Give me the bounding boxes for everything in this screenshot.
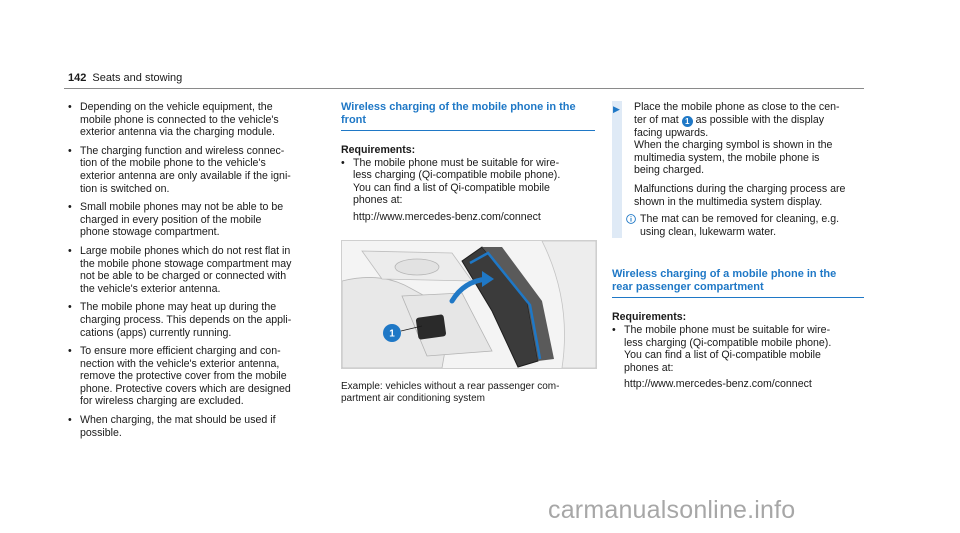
action-text-after: as possible with the display facing upwards. When the charging symbol is shown in the multimedia system, the mobile phone is being charged. [634, 113, 833, 177]
watermark: carmanualsonline.info [548, 496, 796, 524]
console-drawing [342, 241, 596, 368]
action-bar [612, 101, 622, 238]
left-column [68, 101, 326, 445]
section-name: Seats and stowing [92, 72, 183, 84]
middle-column [341, 101, 595, 405]
requirements-list [612, 324, 864, 374]
list-item: • When charging, the mat should be used if possible. [68, 414, 326, 439]
list-item: • The mobile phone must be suitable for wire- less charging (Qi-compatible mobile phone). You can find a list of Qi-compatible mobile phones at: [612, 324, 864, 374]
section-title-front: Wireless charging of the mobile phone in the front [341, 101, 595, 131]
page-header [68, 71, 182, 85]
action-block [612, 101, 864, 238]
list-item: • Small mobile phones may not be able to be charged in every position of the mobile phone stowage compartment. [68, 201, 326, 239]
requirements-list [341, 157, 595, 207]
requirements-label: Requirements: [612, 311, 687, 324]
page-number: 142 [68, 72, 87, 84]
note-text: The mat can be removed for cleaning, e.g. using clean, lukewarm water. [640, 213, 840, 238]
figure-marker: 1 [389, 328, 395, 340]
console-illustration [341, 240, 597, 369]
list-item: • To ensure more efficient charging and con- nection with the vehicle's exterior antenna, remove the protective cover from the mobile phone. Protective covers which are designed for wireless charging are excluded. [68, 345, 326, 408]
section-title-rear: Wireless charging of a mobile phone in the rear passenger compartment [612, 268, 864, 298]
list-item: • The mobile phone may heat up during the charging process. This depends on the appli- cations (apps) currently running. [68, 301, 326, 339]
note-icon [626, 214, 636, 224]
action-step [626, 101, 864, 177]
note-row [626, 213, 864, 238]
figure-caption: Example: vehicles without a rear passenger com- partment air conditioning system [341, 380, 560, 404]
bullet-list [68, 101, 326, 439]
header-rule [64, 88, 864, 89]
right-column [612, 101, 864, 391]
mat-marker-badge: 1 [682, 116, 693, 127]
list-item: • Depending on the vehicle equipment, the mobile phone is connected to the vehicle's exterior antenna via the charging module. [68, 101, 326, 139]
list-item: • The mobile phone must be suitable for wire- less charging (Qi-compatible mobile phone). You can find a list of Qi-compatible mobile phones at: [341, 157, 595, 207]
malfunction-text: Malfunctions during the charging process are shown in the multimedia system display. [634, 182, 846, 208]
list-item: • The charging function and wireless connec- tion of the mobile phone to the vehicle's exterior antenna are only available if the igni- tion is switched on. [68, 145, 326, 195]
action-text-before: Place the mobile phone as close to the cen- ter of mat [634, 101, 840, 126]
connect-url[interactable]: http://www.mercedes-benz.com/connect [624, 378, 812, 391]
requirements-label: Requirements: [341, 144, 416, 156]
action-arrow-icon: ▶ [613, 104, 620, 114]
list-item: • Large mobile phones which do not rest flat in the mobile phone stowage compartment may not be able to be charged or connected with the vehicle's exterior antenna. [68, 245, 326, 295]
connect-url[interactable]: http://www.mercedes-benz.com/connect [353, 210, 541, 223]
